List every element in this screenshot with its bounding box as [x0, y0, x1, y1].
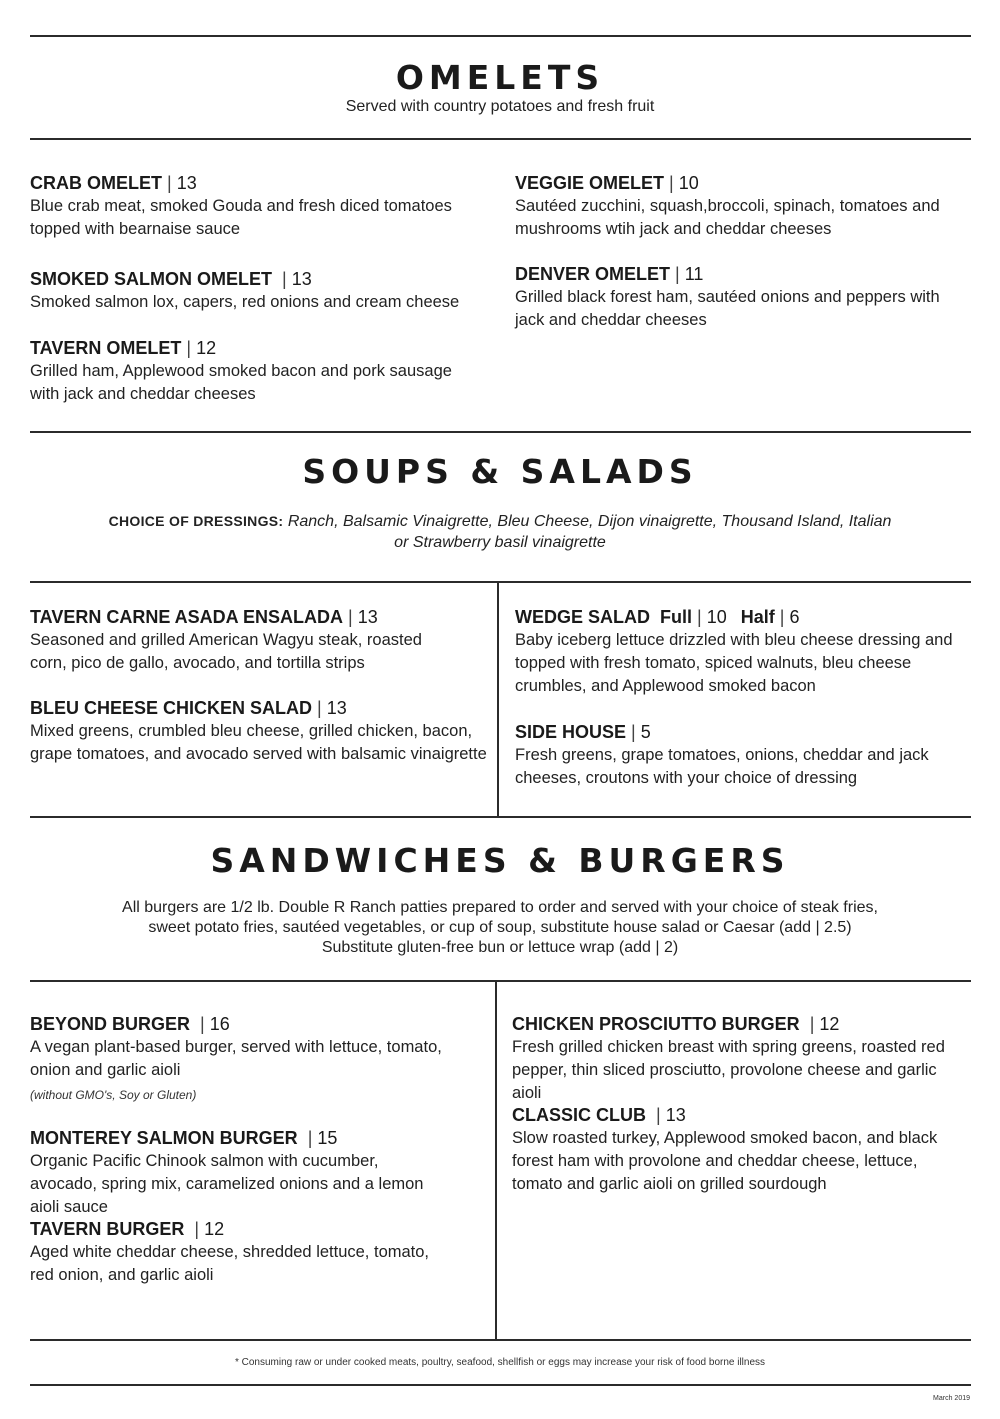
item-note: (without GMO's, Soy or Gluten)	[30, 1088, 197, 1102]
menu-item: CRAB OMELET | 13 Blue crab meat, smoked Gouda and fresh diced tomatoes topped with bearnaise sauce	[30, 172, 485, 241]
section-title-sandwiches-burgers: SANDWICHES & BURGERS	[210, 841, 790, 880]
divider	[30, 1384, 971, 1386]
menu-item: SIDE HOUSE | 5 Fresh greens, grape tomatoes, onions, cheddar and jack cheeses, croutons with your choice of dressing	[515, 721, 970, 790]
section-title-soups-salads: SOUPS & SALADS	[302, 452, 698, 491]
divider	[30, 816, 971, 818]
menu-item: TAVERN BURGER | 12 Aged white cheddar cheese, shredded lettuce, tomato, red onion, and garlic aioli	[30, 1218, 455, 1287]
item-description: Organic Pacific Chinook salmon with cucumber, avocado, spring mix, caramelized onions and a lemon aioli sauce	[30, 1152, 424, 1216]
section-intro: All burgers are 1/2 lb. Double R Ranch patties prepared to order and served with your choice of steak fries,	[122, 899, 878, 916]
menu-date: March 2019	[933, 1395, 970, 1402]
menu-item: TAVERN CARNE ASADA ENSALADA | 13 Seasoned and grilled American Wagyu steak, roasted corn, pico de gallo, avocado, and tortilla strips	[30, 606, 460, 675]
item-price: 11	[684, 264, 704, 284]
menu-item: CLASSIC CLUB | 13 Slow roasted turkey, Applewood smoked bacon, and black forest ham with provolone and cheddar cheese, lettuce, tomato and garlic aioli on grilled sourdough	[512, 1104, 967, 1196]
menu-item: VEGGIE OMELET | 10 Sautéed zucchini, squash,broccoli, spinach, tomatoes and mushrooms wtih jack and cheddar cheeses	[515, 172, 945, 241]
item-description: A vegan plant-based burger, served with lettuce, tomato, onion and garlic aioli	[30, 1038, 442, 1079]
item-description: Baby iceberg lettuce drizzled with bleu cheese dressing and topped with fresh tomato, spiced walnuts, bleu cheese crumbles, and Applewood smoked bacon	[515, 631, 953, 695]
item-name: CRAB OMELET	[30, 173, 162, 193]
item-name: DENVER OMELET	[515, 264, 671, 284]
item-description: Fresh grilled chicken breast with spring greens, roasted red pepper, thin sliced prosciutto, provolone cheese and garlic aioli	[512, 1038, 945, 1102]
item-price: 10	[678, 173, 699, 193]
item-description: Mixed greens, crumbled bleu cheese, grilled chicken, bacon, grape tomatoes, and avocado served with balsamic vinaigrette	[30, 722, 487, 763]
item-price: 13	[665, 1105, 686, 1125]
section-title-omelets: OMELETS	[395, 58, 605, 97]
item-price: 13	[326, 698, 347, 718]
menu-item: WEDGE SALAD Full | 10 Half | 6 Baby iceberg lettuce drizzled with bleu cheese dressing and topped with fresh tomato, spiced walnuts, bleu cheese crumbles, and Applewood smoked bacon	[515, 606, 970, 698]
item-price: 16	[209, 1014, 230, 1034]
item-price: 12	[196, 338, 217, 358]
item-name: SMOKED SALMON OMELET	[30, 269, 272, 289]
item-price: 12	[204, 1219, 225, 1239]
dressings-list: Ranch, Balsamic Vinaigrette, Bleu Cheese, Dijon vinaigrette, Thousand Island, Italian	[287, 513, 892, 530]
divider	[30, 1339, 971, 1341]
item-name: BEYOND BURGER	[30, 1014, 191, 1034]
item-price: 12	[819, 1014, 840, 1034]
item-description: Blue crab meat, smoked Gouda and fresh diced tomatoes topped with bearnaise sauce	[30, 197, 452, 238]
item-name: WEDGE SALAD	[515, 607, 650, 627]
item-description: Slow roasted turkey, Applewood smoked bacon, and black forest ham with provolone and cheddar cheese, lettuce, tomato and garlic aioli on grilled sourdough	[512, 1129, 938, 1193]
item-description: Aged white cheddar cheese, shredded lettuce, tomato, red onion, and garlic aioli	[30, 1243, 430, 1284]
menu-item: TAVERN OMELET | 12 Grilled ham, Applewood smoked bacon and pork sausage with jack and cheddar cheeses	[30, 337, 485, 406]
item-name: SIDE HOUSE	[515, 722, 627, 742]
menu-item: CHICKEN PROSCIUTTO BURGER | 12 Fresh grilled chicken breast with spring greens, roasted red pepper, thin sliced prosciutto, provolone cheese and garlic aioli	[512, 1013, 962, 1105]
item-price: 15	[317, 1128, 338, 1148]
item-description: Sautéed zucchini, squash,broccoli, spinach, tomatoes and mushrooms wtih jack and cheddar cheeses	[515, 197, 940, 238]
dressings-label: CHOICE OF DRESSINGS:	[108, 513, 284, 529]
item-price: 13	[291, 269, 312, 289]
item-description: Fresh greens, grape tomatoes, onions, cheddar and jack cheeses, croutons with your choice of dressing	[515, 746, 929, 787]
menu-item: MONTEREY SALMON BURGER | 15 Organic Pacific Chinook salmon with cucumber, avocado, spring mix, caramelized onions and a lemon aioli sauce	[30, 1127, 440, 1219]
item-name: TAVERN CARNE ASADA ENSALADA	[30, 607, 344, 627]
full-label: Full	[660, 607, 693, 627]
section-subtitle: Served with country potatoes and fresh fruit	[345, 98, 655, 115]
item-name: VEGGIE OMELET	[515, 173, 665, 193]
menu-item: BEYOND BURGER | 16 A vegan plant-based burger, served with lettuce, tomato, onion and garlic aioli (without GMO's, Soy or Gluten)	[30, 1013, 480, 1102]
section-intro: Substitute gluten-free bun or lettuce wrap (add | 2)	[321, 939, 679, 956]
item-price: 5	[640, 722, 651, 742]
item-description: Grilled black forest ham, sautéed onions and peppers with jack and cheddar cheeses	[515, 288, 940, 329]
item-name: MONTEREY SALMON BURGER	[30, 1128, 298, 1148]
divider	[30, 431, 971, 433]
half-label: Half	[740, 607, 775, 627]
dressings-line	[0, 511, 1000, 532]
item-description: Seasoned and grilled American Wagyu steak, roasted corn, pico de gallo, avocado, and tortilla strips	[30, 631, 422, 672]
section-intro: sweet potato fries, sautéed vegetables, or cup of soup, substitute house salad or Caesar (add | 2.5)	[148, 919, 852, 936]
divider	[30, 35, 971, 37]
dressings-list-continued: or Strawberry basil vinaigrette	[394, 534, 606, 551]
item-name: CHICKEN PROSCIUTTO BURGER	[512, 1014, 800, 1034]
item-description: Smoked salmon lox, capers, red onions and cream cheese	[30, 293, 460, 311]
item-name: CLASSIC CLUB	[512, 1105, 646, 1125]
item-name: TAVERN OMELET	[30, 338, 182, 358]
menu-item: SMOKED SALMON OMELET | 13 Smoked salmon lox, capers, red onions and cream cheese	[30, 268, 485, 314]
item-price: 13	[176, 173, 197, 193]
menu-item: BLEU CHEESE CHICKEN SALAD | 13 Mixed greens, crumbled bleu cheese, grilled chicken, bacon, grape tomatoes, and avocado served with balsamic vinaigrette	[30, 697, 490, 766]
divider	[30, 980, 971, 982]
item-description: Grilled ham, Applewood smoked bacon and pork sausage with jack and cheddar cheeses	[30, 362, 452, 403]
divider	[30, 138, 971, 140]
divider	[30, 581, 971, 583]
item-name: TAVERN BURGER	[30, 1219, 185, 1239]
item-price: 10	[706, 607, 727, 627]
menu-item: DENVER OMELET | 11 Grilled black forest ham, sautéed onions and peppers with jack and cheddar cheeses	[515, 263, 960, 332]
half-price: 6	[789, 607, 800, 627]
item-name: BLEU CHEESE CHICKEN SALAD	[30, 698, 313, 718]
column-divider	[495, 980, 497, 1340]
food-safety-notice: * Consuming raw or under cooked meats, poultry, seafood, shellfish or eggs may increase your risk of food borne illness	[234, 1357, 766, 1368]
column-divider	[497, 581, 499, 817]
item-price: 13	[357, 607, 378, 627]
